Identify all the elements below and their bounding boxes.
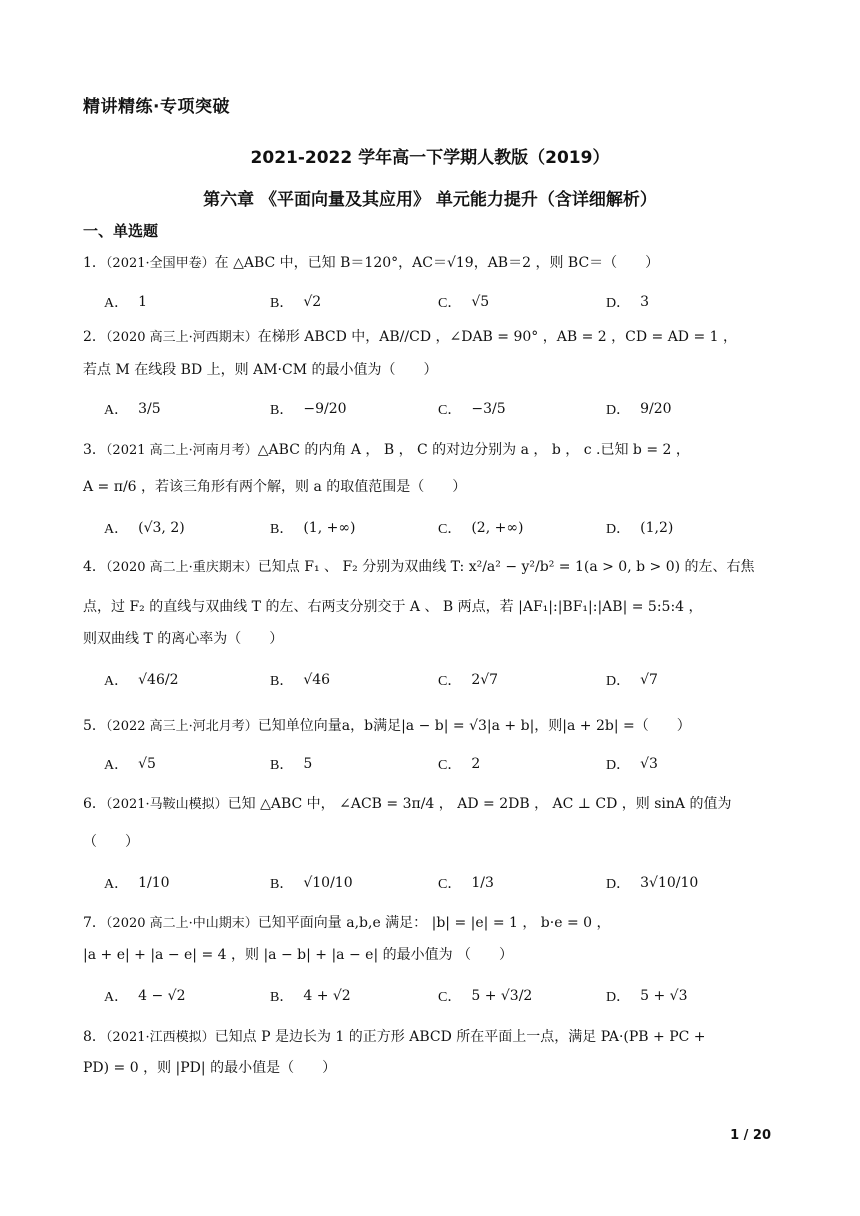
question-5 [83,716,778,737]
question-4-line-3: 则双曲线 T 的离心率为（ ） [83,631,284,647]
option-b: B． √2 [270,294,322,311]
option-c: C． (2, +∞) [438,520,524,537]
question-8 [83,1027,778,1048]
document-title: 2021-2022 学年高一下学期人教版（2019） [250,148,610,168]
option-a: A． 4 − √2 [104,988,186,1005]
question-7 [83,913,778,934]
option-c: C． 2 [438,756,481,773]
option-a: A． 3/5 [104,401,161,418]
question-1 [83,253,778,274]
question-source: （2020 高二上·重庆期末） [105,560,258,575]
question-4-line-2: 点，过 F₂ 的直线与双曲线 T 的左、右两支分别交于 A 、 B 两点，若 |AF₁|:|BF₁|:|AB| = 5:5:4 ， [83,599,703,615]
question-6-line-2: （ ） [83,834,139,850]
option-b: B． 5 [270,756,313,773]
option-b: B． √46 [270,672,331,689]
option-a: A． √46/2 [104,672,179,689]
question-number: 1． [83,255,106,271]
question-source: （2020 高三上·河西期末） [105,330,258,345]
options-1 [104,285,764,319]
question-text: △ABC 的内角 A ， B ， C 的对边分别为 a ， b ， c .已知 b = 2 ， [257,442,690,458]
question-2-line-2: 若点 M 在线段 BD 上，则 AM·CM 的最小值为（ ） [83,362,438,378]
question-3 [83,440,778,461]
brand-title: 精讲精练·专项突破 [83,97,230,117]
question-text: 已知 △ABC 中， ∠ACB = 3π/4 ， AD = 2DB ， AC ⊥ CD ，则 sinA 的值为 [227,796,732,812]
question-number: 7． [83,915,106,931]
question-text: 在 △ABC 中，已知 B＝120°，AC＝√19，AB＝2 ，则 BC＝（ ） [214,255,660,271]
question-source: （2020 高二上·中山期末） [105,916,258,931]
question-source: （2022 高三上·河北月考） [105,719,258,734]
question-text: 在梯形 ABCD 中，AB//CD ，∠DAB = 90° ，AB = 2 ，CD = AD = 1 ， [257,329,738,345]
option-d: D． 9/20 [606,401,672,418]
question-number: 3． [83,442,106,458]
option-a: A． √5 [104,756,156,773]
option-d: D． 3 [606,294,650,311]
option-c: C． −3/5 [438,401,506,418]
question-text: 已知点 F₁ 、 F₂ 分别为双曲线 T: x²/a² − y²/b² = 1(a > 0, b > 0) 的左、右焦 [257,559,755,575]
option-d: D． 3√10/10 [606,875,699,892]
question-6 [83,794,778,815]
option-b: B． 4 + √2 [270,988,351,1005]
section-heading: 一、单选题 [83,222,159,240]
options-7 [104,979,764,1013]
question-3-line-2: A = π/6 ，若该三角形有两个解，则 a 的取值范围是（ ） [83,479,467,495]
document-subtitle: 第六章 《平面向量及其应用》 单元能力提升（含详细解析） [203,190,657,210]
question-7-line-2: |a + e| + |a − e| = 4 ，则 |a − b| + |a − e| 的最小值为 （ ） [83,947,514,963]
option-d: D． √3 [606,756,658,773]
question-text: 已知单位向量a，b满足|a − b| = √3|a + b|，则|a + 2b| =（ ） [257,718,691,734]
options-2 [104,392,764,426]
question-8-line-2: PD) = 0 ，则 |PD| 的最小值是（ ） [83,1060,337,1076]
option-d: D． √7 [606,672,658,689]
option-c: C． 5 + √3/2 [438,988,533,1005]
question-number: 8． [83,1029,106,1045]
question-text: 已知点 P 是边长为 1 的正方形 ABCD 所在平面上一点，满足 PA·(PB + PC + [214,1029,706,1045]
option-b: B． (1, +∞) [270,520,356,537]
question-number: 2． [83,329,106,345]
options-6 [104,866,764,900]
question-source: （2021·江西模拟） [105,1030,215,1045]
options-4 [104,663,764,697]
options-3 [104,511,764,545]
option-c: C． 1/3 [438,875,494,892]
option-a: A． 1 [104,294,148,311]
option-b: B． √10/10 [270,875,353,892]
question-source: （2021·全国甲卷） [105,256,215,271]
question-2 [83,327,778,348]
option-c: C． 2√7 [438,672,499,689]
question-number: 4． [83,559,106,575]
question-4 [83,557,778,578]
option-d: D． 5 + √3 [606,988,688,1005]
page-number: 1 / 20 [730,1128,771,1143]
option-d: D． (1,2) [606,520,674,537]
question-source: （2021·马鞍山模拟） [105,797,228,812]
option-c: C． √5 [438,294,490,311]
option-a: A． (√3, 2) [104,520,185,537]
question-number: 5． [83,718,106,734]
option-a: A． 1/10 [104,875,170,892]
question-text: 已知平面向量 a,b,e 满足： |b| = |e| = 1 ， b·e = 0 ， [257,915,611,931]
question-number: 6． [83,796,106,812]
option-b: B． −9/20 [270,401,347,418]
question-source: （2021 高二上·河南月考） [105,443,258,458]
options-5 [104,747,764,781]
